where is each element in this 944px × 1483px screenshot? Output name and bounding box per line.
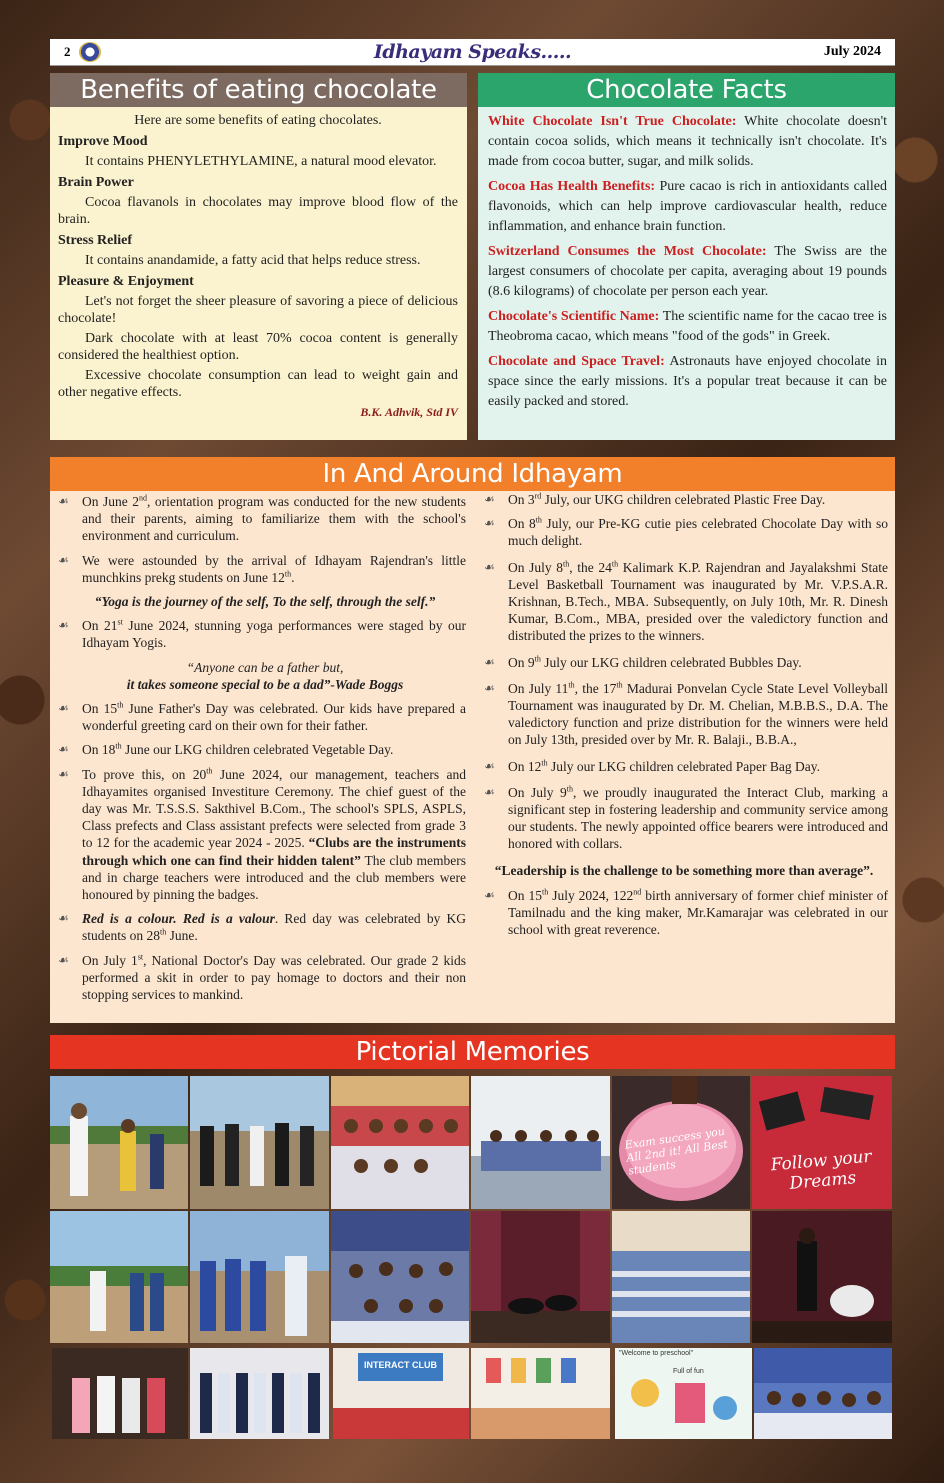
news-item: ☙ We were astounded by the arrival of Idhayam Rajendran's little munchkins prekg students on June 12th. (58, 552, 466, 585)
bullet-icon: ☙ (484, 654, 495, 669)
facts-section (478, 73, 895, 440)
news-item: ☙ On 8th July, our Pre-KG cutie pies celebrated Chocolate Day with so much delight. (484, 515, 889, 549)
benefit-text: It contains anandamide, a fatty acid that helps reduce stress. (85, 253, 421, 268)
fact-item (488, 242, 887, 302)
fact-heading: Switzerland Consumes the Most Chocolate: (488, 244, 767, 259)
bullet-icon: ☙ (58, 952, 69, 967)
cake-message: Follow your Dreams (769, 1146, 873, 1194)
bullet-icon: ☙ (484, 559, 495, 574)
photo-interact-club (333, 1348, 469, 1439)
fact-text: The scientific name for the cacao tree is Theobroma cacao, which means "food of the gods" in Greek. (488, 309, 888, 344)
article-author: B.K. Adhvik, Std IV (360, 405, 458, 419)
photo-paper-crafts (471, 1348, 610, 1439)
photo-guests-group (52, 1348, 188, 1439)
photo-basketball-guests (50, 1076, 188, 1209)
page-number: 2 (64, 44, 71, 59)
news-item: ☙ To prove this, on 20th June 2024, our management, teachers and Idhayamites organised Investiture Ceremony. The chief guest of the day was Mr. T.S.S.S. Sakthivel B.Com., The school's SPLS, ASPLS, Class prefects and Class assistant prefects were selected from grade 3 to 12 for the academic year 2024 - 2025. “Clubs are the instruments through which one can find their hidden talent” The club members and in charge teachers were introduced and the club members were honoured by pinning the badges. (58, 766, 467, 903)
pictorial-title: Pictorial Memories (50, 1035, 895, 1069)
news-item: ☙ On July 8th, the 24th Kalimark K.P. Rajendran and Jayalakshmi State Level Basketball Tournament was inaugurated by Mr. V.P.S.A.R. Krishnan, B.Tech., MBA. Subsequently, on July 10th, Mr. R. Dinesh Kumar, B.Com., MBA, presided over the valedictory function and distributed the prizes to the winners. (484, 559, 888, 644)
news-right-column (472, 491, 894, 1010)
fact-text: Astronauts have enjoyed chocolate in space since the early missions. It's a popular treat because it can be easily packed and stored. (488, 354, 887, 409)
photo-preschool-mural (615, 1348, 752, 1439)
news-item: ☙ On June 2nd, orientation program was conducted for the new students and their parents, aiming to familiarize them with the school's environment and curriculum. (58, 493, 467, 544)
bullet-icon: ☙ (58, 766, 69, 781)
photo-cake-exam (612, 1076, 750, 1209)
fact-heading: Chocolate and Space Travel: (488, 354, 665, 369)
news-item: ☙ On July 11th, the 17th Madurai Ponvelan Cycle State Level Volleyball Tournament was inaugurated by Dr. M. Chelian, M.B.B.S., D.A. The valedictory function and prize distribution for the winners were held on July 13th, presided over by Mr. R. Balaji., B.B.A., (484, 680, 888, 748)
news-item: ☙ On 12th July our LKG children celebrated Paper Bag Day. (484, 758, 821, 774)
page-header (50, 39, 895, 66)
fact-item (488, 112, 887, 172)
benefit-heading: Brain Power (58, 175, 134, 190)
fact-heading: Chocolate's Scientific Name: (488, 309, 660, 324)
bullet-icon: ☙ (58, 552, 69, 567)
cake-message: Exam success you All 2nd it! All Best students (623, 1124, 729, 1178)
news-item: ☙ On 9th July our LKG children celebrated Bubbles Day. (484, 654, 802, 670)
facts-title: Chocolate Facts (478, 73, 895, 107)
photo-kids-seated (331, 1211, 469, 1343)
news-item: ☙ On 18th June our LKG children celebrated Vegetable Day. (58, 741, 394, 758)
bullet-icon: ☙ (58, 742, 69, 757)
benefit-heading: Stress Relief (58, 233, 132, 248)
fact-text: Pure cacao is rich in antioxidants called flavonoids, which can help improve cardiovascular health, reduce inflammation, and enhance brain function. (488, 179, 888, 234)
fact-text: The Swiss are the largest consumers of chocolate per capita, averaging about 19 pounds (8.6 kilograms) of chocolate per person each year. (488, 244, 887, 299)
bullet-icon: ☙ (58, 494, 69, 508)
quote: “Anyone can be a father but, it takes someone special to be a dad”-Wade Boggs (126, 659, 404, 692)
club-banner: INTERACT CLUB (364, 1360, 437, 1370)
benefits-intro: Here are some benefits of eating chocolates. (134, 113, 382, 128)
mural-text: "Welcome to preschool" (619, 1350, 694, 1357)
quote: “Leadership is the challenge to be something more than average”. (494, 862, 874, 878)
benefits-section (50, 73, 467, 440)
fact-item (488, 177, 887, 237)
benefit-heading: Improve Mood (58, 134, 148, 149)
bullet-icon: ☙ (58, 911, 69, 926)
pictorial-section (50, 1035, 895, 1069)
newsletter-title: Idhayam Speaks..... (373, 41, 572, 63)
photo-basketball-team (190, 1076, 329, 1209)
news-title: In And Around Idhayam (50, 457, 895, 491)
bullet-icon: ☙ (58, 701, 69, 716)
photo-kindergarten-group (331, 1076, 469, 1209)
bullet-icon: ☙ (484, 680, 495, 695)
news-left-column (50, 491, 472, 1010)
bullet-icon: ☙ (484, 887, 495, 902)
bullet-icon: ☙ (58, 618, 69, 633)
benefit-text: Let's not forget the sheer pleasure of savoring a piece of delicious chocolate! (58, 294, 458, 326)
news-item: ☙ On 3rd July, our UKG children celebrated Plastic Free Day. (484, 491, 826, 507)
mural-text: Full of fun (673, 1368, 704, 1375)
fact-item (488, 307, 887, 347)
benefit-heading: Pleasure & Enjoyment (58, 274, 194, 289)
news-section (50, 457, 895, 1023)
photo-volleyball-team (190, 1211, 329, 1343)
issue-date: July 2024 (823, 44, 881, 59)
benefits-title: Benefits of eating chocolate (50, 73, 467, 107)
news-item: ☙ On 15th July 2024, 122nd birth anniversary of former chief minister of Tamilnadu and the king maker, Mr.Kamarajar was celebrated in our school with great reverence. (484, 887, 889, 938)
photo-kids-classroom (754, 1348, 892, 1439)
benefit-text: Cocoa flavanols in chocolates may improve blood flow of the brain. (58, 195, 458, 227)
photo-club-office-bearers (190, 1348, 329, 1439)
photo-kids-corridor (471, 1076, 610, 1209)
photo-volleyball-handshake (50, 1211, 188, 1343)
photo-auditorium (612, 1211, 750, 1343)
photo-cake-dreams (752, 1076, 892, 1209)
benefit-note: Excessive chocolate consumption can lead to weight gain and other negative effects. (58, 368, 458, 400)
bullet-icon: ☙ (484, 784, 495, 799)
news-item: ☙ On July 1st, National Doctor's Day was celebrated. Our grade 2 kids performed a skit in order to pay homage to doctors and their non stopping services to mankind. (58, 952, 466, 1003)
fact-heading: Cocoa Has Health Benefits: (488, 179, 656, 194)
photo-dance-stage (752, 1211, 892, 1343)
news-item: ☙ Red is a colour. Red is a valour. Red day was celebrated by KG students on 28th June. (58, 911, 466, 944)
fact-heading: White Chocolate Isn't True Chocolate: (488, 114, 737, 129)
bullet-icon: ☙ (484, 492, 495, 506)
fact-item (488, 352, 887, 412)
bullet-icon: ☙ (484, 516, 495, 531)
fact-text: White chocolate doesn't contain cocoa solids, which means it technically isn't chocolate. It's made from cocoa butter, sugar, and milk solids. (488, 114, 888, 169)
benefit-note: Dark chocolate with at least 70% cocoa content is generally considered the healthiest option. (58, 331, 458, 363)
news-item: ☙ On 15th June Father's Day was celebrated. Our kids have prepared a wonderful greeting card on their own for their father. (58, 700, 466, 734)
news-item: ☙ On July 9th, we proudly inaugurated the Interact Club, marking a significant step in fostering leadership and community service among our students. The newly appointed office bearers were introduced and honored with collars. (484, 784, 888, 852)
benefit-text: It contains PHENYLETHYLAMINE, a natural mood elevator. (85, 154, 437, 169)
news-item: ☙ On 21st June 2024, stunning yoga performances were staged by our Idhayam Yogis. (58, 617, 466, 651)
bullet-icon: ☙ (484, 758, 495, 773)
quote: “Yoga is the journey of the self, To the self, through the self.” (94, 594, 436, 610)
photo-stage-performance (471, 1211, 610, 1343)
